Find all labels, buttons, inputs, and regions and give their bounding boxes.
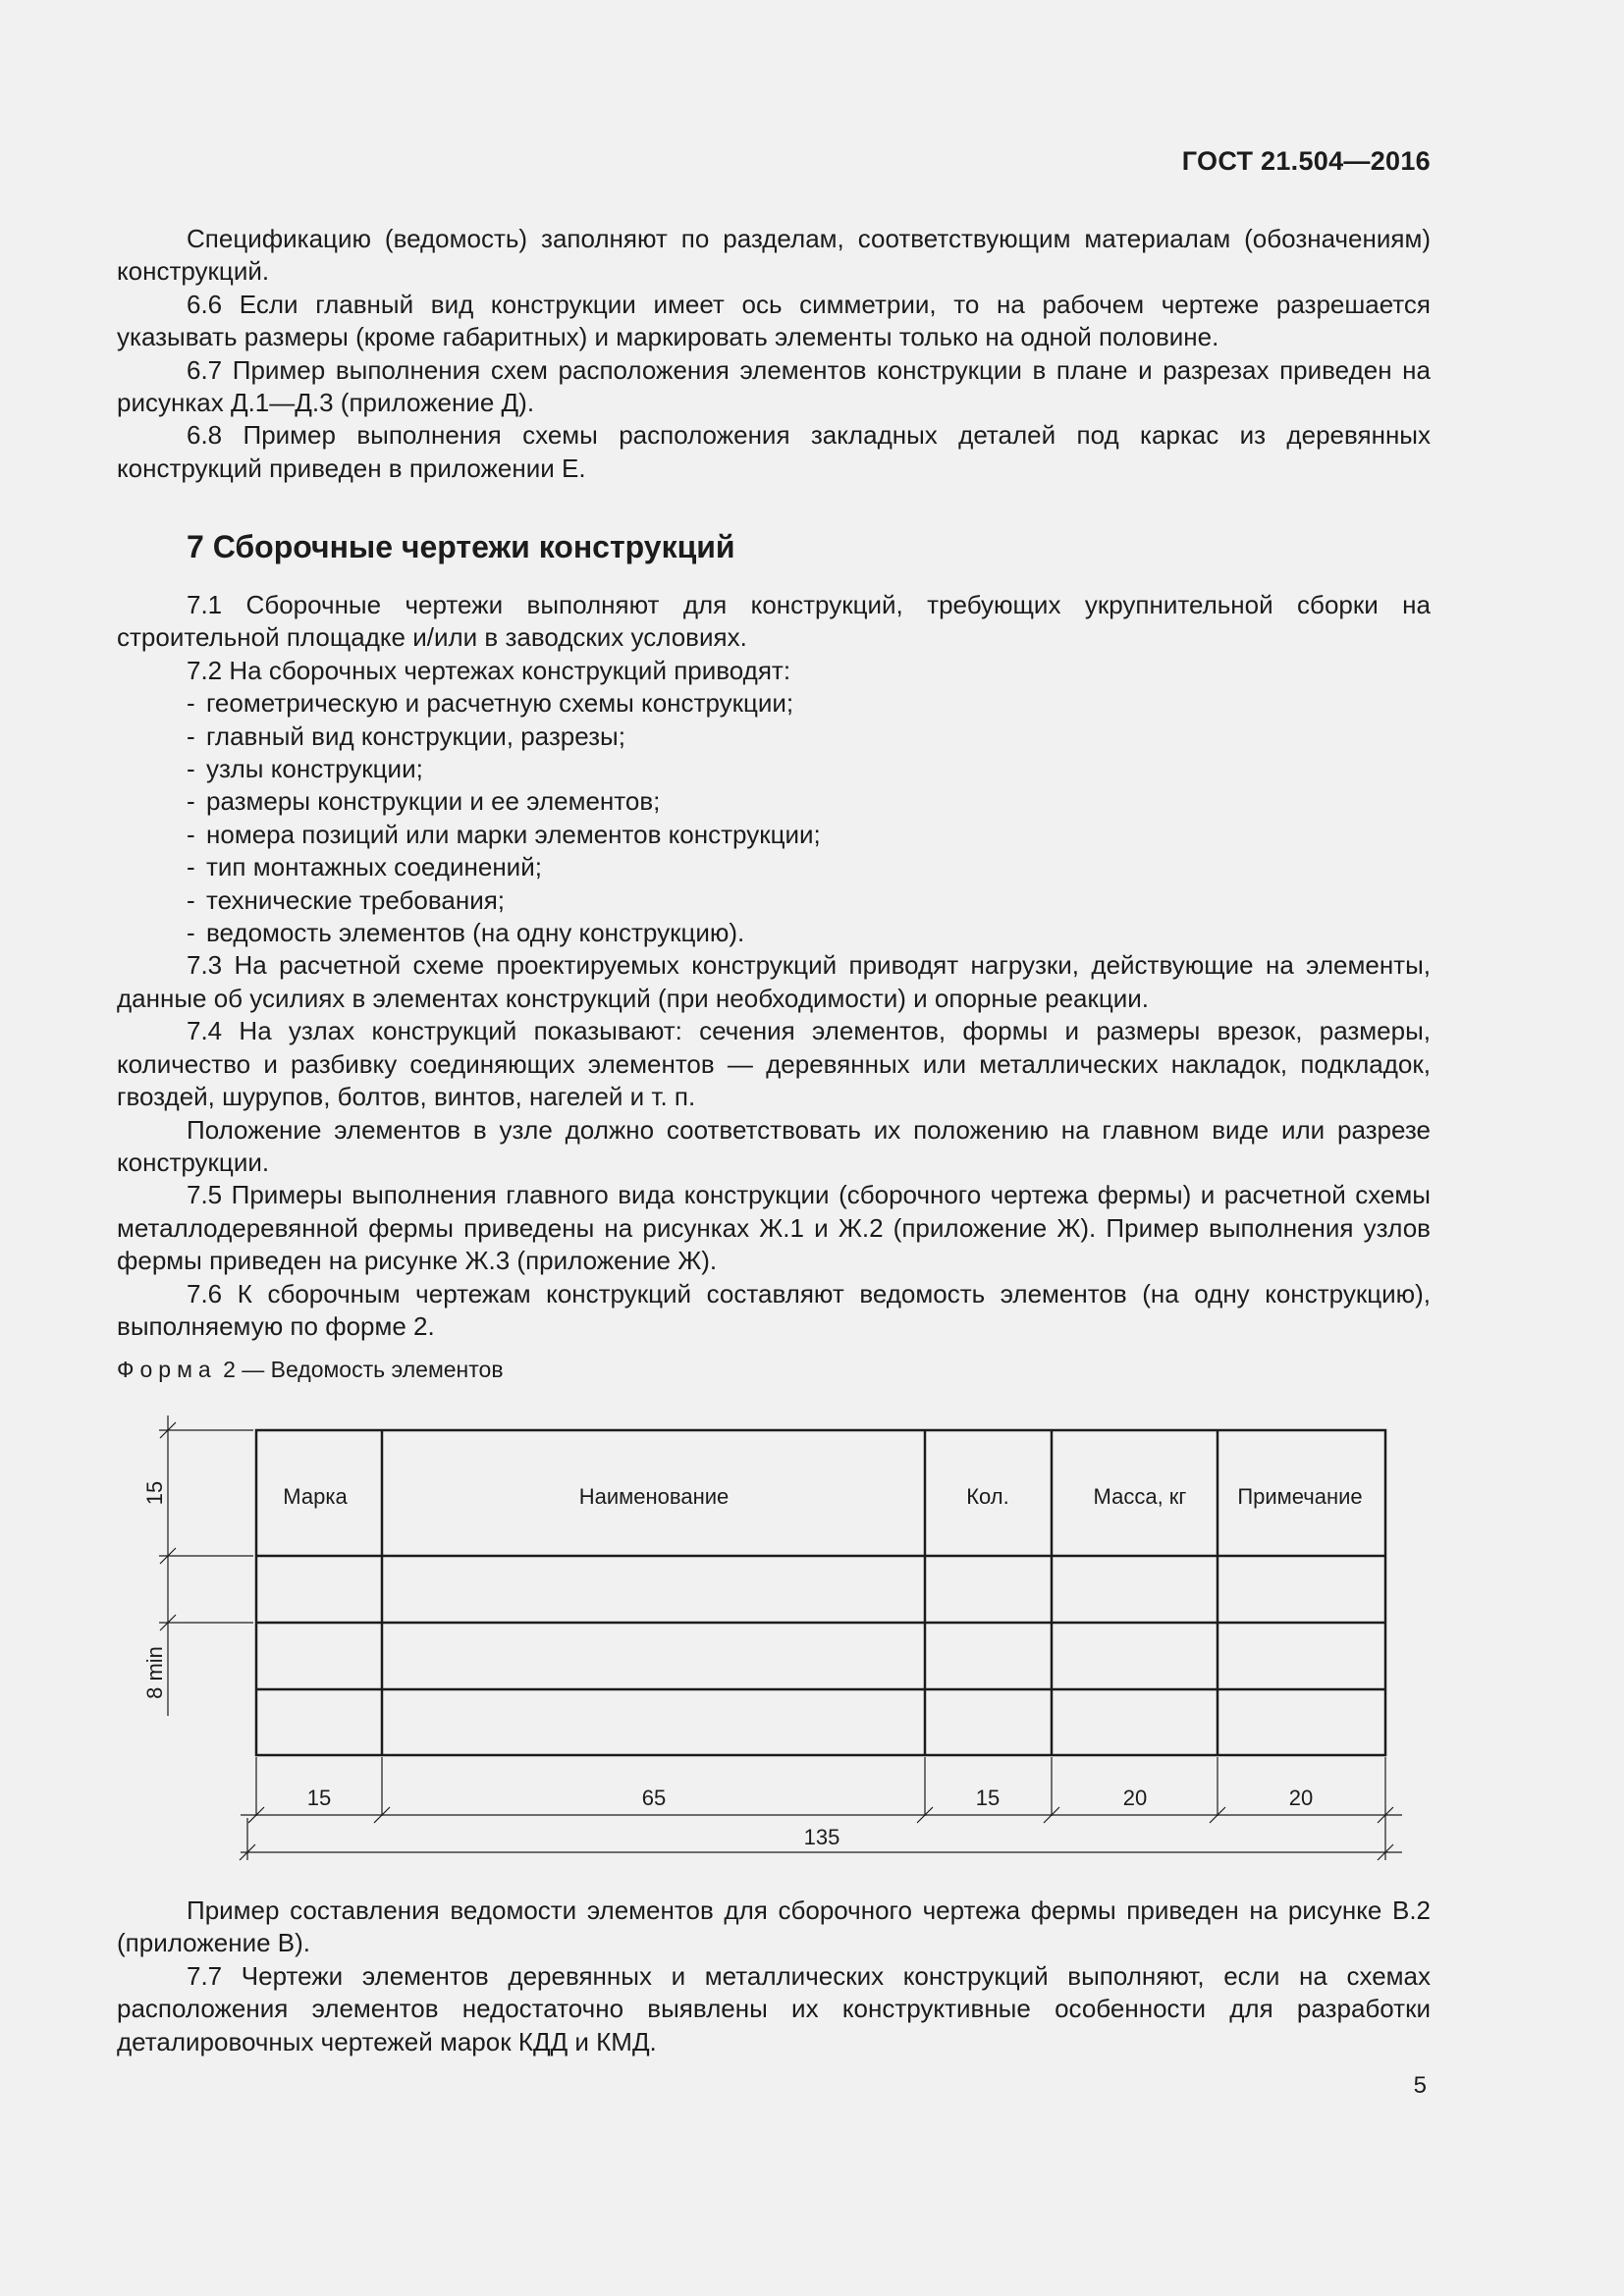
paragraph-7-3: 7.3 На расчетной схеме проектируемых конструкций приводят нагрузки, действующие на элементы, данные об усилиях в элементах конструкций (при необходимости) и опорные реакции. [117,950,1431,1013]
list-item: - размеры конструкции и ее элементов; [117,785,1431,818]
table-border [256,1430,1385,1755]
column-header-mark: Марка [283,1484,348,1509]
width-name: 65 [641,1786,667,1810]
column-header-name: Наименование [578,1484,730,1509]
list-item: - тип монтажных соединений; [117,851,1431,883]
paragraph-7-1: 7.1 Сборочные чертежи выполняют для конструкций, требующих укрупнительной сборки на строительной площадке и/или в заводских условиях. [117,590,1431,653]
section-title: 7 Сборочные чертежи конструкций [187,529,735,564]
width-total: 135 [803,1825,840,1849]
paragraph-6-6: 6.6 Если главный вид конструкции имеет ось симметрии, то на рабочем чертеже разрешается указывать размеры (кроме габаритных) и маркировать элементы только на одной половине. [117,289,1431,352]
paragraph-7-7: 7.7 Чертежи элементов деревянных и металлических конструкций выполняют, если на схемах расположения элементов недостаточно выявлены их конструктивные особенности для разработки деталировочных чертежей марок КДД и КМД. [117,1960,1431,2056]
form-caption-word: Форма [117,1357,217,1382]
list-item: - узлы конструкции; [117,753,1431,785]
list-item: - главный вид конструкции, разрезы; [117,721,1431,753]
dimension-lines [159,1415,1402,1860]
paragraph-7-4: 7.4 На узлах конструкций показывают: сечения элементов, формы и размеры врезок, размеры, количество и разбивку соединяющих элементов — деревянных или металлических накладок, подкладок, гвоздей, шурупов, болтов, винтов, нагелей и т. п. [117,1016,1431,1112]
column-header-note: Примечание [1237,1484,1363,1509]
height-row: 8 min [142,1646,167,1699]
paragraph-example: Пример составления ведомости элементов для сборочного чертежа фермы приведен на рисунке В.2 (приложение В). [117,1896,1431,1958]
paragraph-7-2: 7.2 На сборочных чертежах конструкций приводят: [187,655,791,685]
list-item: - ведомость элементов (на одну конструкцию). [117,917,1431,949]
height-header: 15 [142,1480,167,1506]
width-mass: 20 [1122,1786,1148,1810]
width-qty: 15 [975,1786,1001,1810]
paragraph-7-5: 7.5 Примеры выполнения главного вида конструкции (сборочного чертежа фермы) и расчетной схемы металлодеревянной фермы приведены на рисунках Ж.1 и Ж.2 (приложение Ж). Пример выполнения узлов фермы приведен на рисунке Ж.3 (приложение Ж). [117,1180,1431,1276]
paragraph-6-8: 6.8 Пример выполнения схемы расположения закладных деталей под каркас из деревянных конструкций приведен в приложении Е. [117,420,1431,483]
column-header-qty: Кол. [966,1484,1009,1509]
list-item: - геометрическую и расчетную схемы конструкции; [117,687,1431,720]
list-item: - технические требования; [117,884,1431,917]
column-header-mass: Масса, кг [1093,1484,1187,1509]
form-caption-title: 2 — Ведомость элементов [223,1357,504,1382]
page-number: 5 [1413,2072,1427,2099]
document-header: ГОСТ 21.504—2016 [1181,146,1431,176]
list-item: - номера позиций или марки элементов конструкции; [117,819,1431,851]
width-note: 20 [1288,1786,1314,1810]
table-grid [256,1430,1385,1755]
width-mark: 15 [306,1786,332,1810]
paragraph: Спецификацию (ведомость) заполняют по разделам, соответствующим материалам (обозначениям) конструкций. [117,224,1431,287]
dimension-values [142,1481,1313,1849]
paragraph-6-7: 6.7 Пример выполнения схем расположения элементов конструкции в плане и разрезах приведен на рисунках Д.1—Д.3 (приложение Д). [117,354,1431,418]
paragraph-node-position: Положение элементов в узле должно соответствовать их положению на главном виде или разрезе конструкции. [117,1114,1431,1177]
paragraph-7-6: 7.6 К сборочным чертежам конструкций составляют ведомость элементов (на одну конструкцию), выполняемую по форме 2. [117,1278,1431,1341]
table-header [283,1484,1362,1509]
paragraphs-bottom [117,1895,1431,2058]
